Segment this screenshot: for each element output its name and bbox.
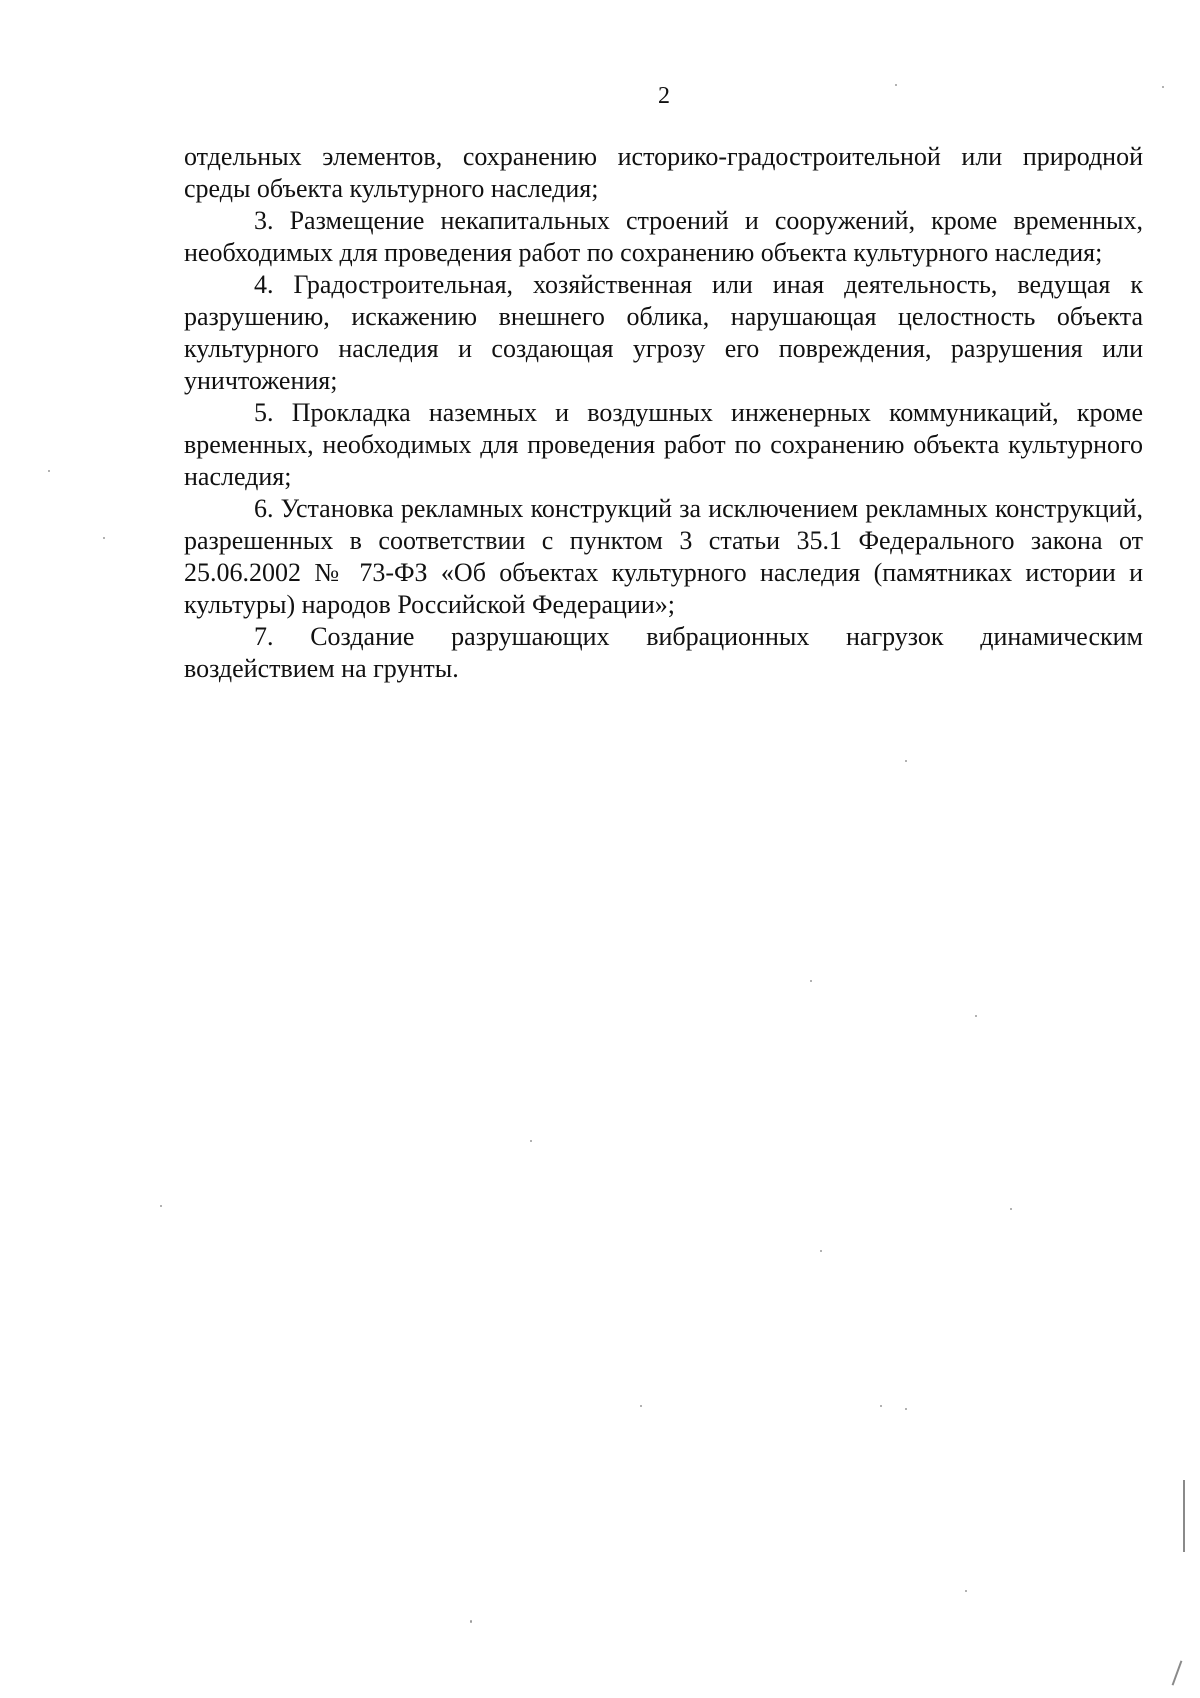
paragraph-continuation: отдельных элементов, сохранению историко-градостроительной или природной среды объекта культурного наследия; [184,142,1143,203]
list-item-5: 5. Прокладка наземных и воздушных инженерных коммуникаций, кроме временных, необходимых для проведения работ по сохранению объекта культурного наследия; [184,398,1143,491]
page-number: 2 [658,83,670,109]
list-item-7: 7. Создание разрушающих вибрационных нагрузок динамическим воздействием на грунты. [184,622,1143,683]
document-body [184,141,1143,685]
list-item-4: 4. Градостроительная, хозяйственная или иная деятельность, ведущая к разрушению, искажению внешнего облика, нарушающая целостность объекта культурного наследия и создающая угрозу его повреждения, разрушения или уничтожения; [184,270,1143,395]
list-item-3: 3. Размещение некапитальных строений и сооружений, кроме временных, необходимых для проведения работ по сохранению объекта культурного наследия; [184,206,1143,267]
list-item-6: 6. Установка рекламных конструкций за исключением рекламных конструкций, разрешенных в соответствии с пунктом 3 статьи 35.1 Федерального закона от 25.06.2002 № 73-ФЗ «Об объектах культурного наследия (памятниках истории и культуры) народов Российской Федерации»; [184,494,1143,619]
